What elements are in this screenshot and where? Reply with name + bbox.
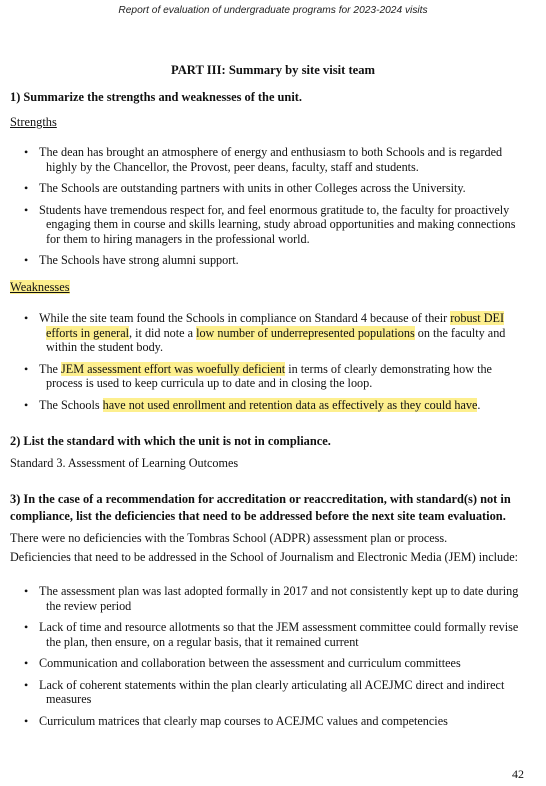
list-item: • The Schools have strong alumni support. — [0, 253, 525, 268]
list-item: • The dean has brought an atmosphere of energy and enthusiasm to both Schools and is regarded highly by the Chancellor, the Provost, peer deans, faculty, staff and students. — [0, 145, 525, 174]
question-3-line-1: There were no deficiencies with the Tombras School (ADPR) assessment plan or process. — [10, 531, 448, 545]
text: , it did note a — [129, 325, 197, 340]
weaknesses-heading — [10, 280, 70, 295]
highlight: low number of underrepresented populations — [196, 325, 415, 340]
question-3-heading: 3) In the case of a recommendation for accreditation or reaccreditation, with standard(s) not in compliance, list the deficiencies that need to be addressed before the next site team evaluation. — [10, 492, 511, 523]
weaknesses-list — [0, 311, 525, 419]
text: on the faculty and within the student body. — [46, 325, 506, 354]
list-item: • Lack of coherent statements within the plan clearly articulating all ACEJMC direct and indirect measures — [0, 678, 525, 707]
text: . — [477, 397, 481, 412]
strengths-heading: Strengths — [10, 115, 57, 129]
list-item: • Students have tremendous respect for, and feel enormous gratitude to, the faculty for proactively engaging them in course and skills learning, study abroad opportunities and making connections for them to hiring managers in the professional world. — [0, 203, 525, 247]
question-1-heading: 1) Summarize the strengths and weaknesses of the unit. — [10, 90, 302, 104]
highlight: have not used enrollment and retention data as effectively as they could have — [102, 397, 478, 412]
text: While the site team found the Schools in compliance on Standard 4 because of their — [39, 311, 451, 325]
list-item — [0, 311, 525, 355]
highlight: JEM assessment effort was woefully deficient — [61, 361, 286, 376]
text: The — [39, 361, 61, 376]
deficiencies-list — [0, 584, 525, 735]
list-item: • Lack of time and resource allotments so that the JEM assessment committee could formally revise the plan, then ensure, on a regular basis, that it remained current — [0, 620, 525, 649]
text: The Schools — [39, 397, 103, 412]
list-item: • The assessment plan was last adopted formally in 2017 and not consistently kept up to date during the review period — [0, 584, 525, 613]
page-number: 42 — [512, 767, 524, 781]
question-2-answer: Standard 3. Assessment of Learning Outcomes — [10, 456, 239, 470]
question-2-heading: 2) List the standard with which the unit is not in compliance. — [10, 434, 331, 448]
part-title: PART III: Summary by site visit team — [170, 63, 376, 77]
list-item: • Curriculum matrices that clearly map courses to ACEJMC values and competencies — [0, 714, 525, 729]
question-3-line-2: Deficiencies that need to be addressed in the School of Journalism and Electronic Media (JEM) include: — [10, 550, 518, 564]
weaknesses-heading-text: Weaknesses — [10, 280, 70, 294]
list-item: • The Schools are outstanding partners with units in other Colleges across the University. — [0, 181, 525, 196]
list-item — [0, 398, 525, 413]
list-item — [0, 362, 525, 391]
list-item: • Communication and collaboration between the assessment and curriculum committees — [0, 656, 525, 671]
highlight: robust DEI efforts in general — [46, 311, 505, 340]
strengths-list — [0, 145, 525, 275]
text: in terms of clearly demonstrating how the process is used to keep curricula up to date and in closing the loop. — [46, 361, 492, 390]
page-header: Report of evaluation of undergraduate programs for 2023-2024 visits — [118, 5, 428, 16]
